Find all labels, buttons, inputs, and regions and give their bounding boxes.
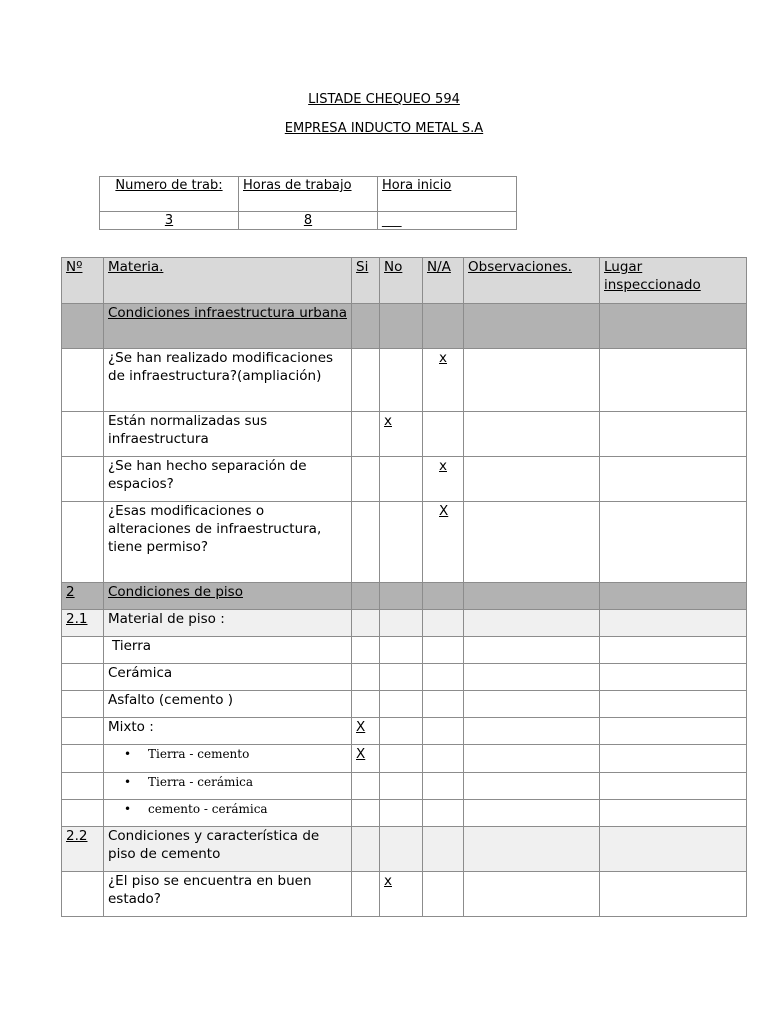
section-row [62, 583, 747, 610]
col-header-na: N/A [423, 258, 464, 304]
start-time-label: Hora inicio [378, 177, 517, 212]
col-header-num: Nº [62, 258, 104, 304]
subsection-row [62, 827, 747, 872]
table-row [62, 412, 747, 457]
checklist-table [61, 257, 747, 917]
question-text: Están normalizadas sus infraestructura [104, 412, 352, 457]
subsection-title: Material de piso : [104, 610, 352, 637]
table-row [62, 502, 747, 583]
mixed-option: • Tierra - cemento [104, 745, 352, 773]
si-mark: X [352, 745, 380, 773]
floor-option: Cerámica [104, 664, 352, 691]
question-text: ¿Esas modificaciones o alteraciones de infraestructura, tiene permiso? [104, 502, 352, 583]
section-title: Condiciones infraestructura urbana [104, 304, 352, 349]
question-text: ¿El piso se encuentra en buen estado? [104, 872, 352, 917]
subsection-row [62, 610, 747, 637]
col-header-lugar: Lugar inspeccionado [600, 258, 747, 304]
col-header-si: Si [352, 258, 380, 304]
header-row [62, 258, 747, 304]
subsection-number: 2.1 [62, 610, 104, 637]
mixto-label: Mixto : [104, 718, 352, 745]
na-mark: x [423, 457, 464, 502]
table-row [62, 457, 747, 502]
company-name: EMPRESA INDUCTO METAL S.A [284, 121, 484, 136]
work-info-table [99, 176, 517, 230]
table-row [62, 349, 747, 412]
si-mark: X [352, 718, 380, 745]
table-row [62, 718, 747, 745]
subsection-number: 2.2 [62, 827, 104, 872]
table-row [62, 872, 747, 917]
workers-value: 3 [100, 212, 239, 230]
table-row [62, 800, 747, 827]
mixed-option: • cemento - cerámica [104, 800, 352, 827]
na-mark: X [423, 502, 464, 583]
table-row [62, 664, 747, 691]
section-number: 2 [62, 583, 104, 610]
floor-option: Asfalto (cemento ) [104, 691, 352, 718]
work-hours-value: 8 [239, 212, 378, 230]
table-row [62, 745, 747, 773]
col-header-observaciones: Observaciones. [464, 258, 600, 304]
subsection-title: Condiciones y característica de piso de cemento [104, 827, 352, 872]
no-mark: x [380, 872, 423, 917]
section-title: Condiciones de piso [104, 583, 352, 610]
no-mark: x [380, 412, 423, 457]
work-hours-label: Horas de trabajo [239, 177, 378, 212]
document-title: LISTADE CHEQUEO 594 [308, 92, 460, 107]
table-row [62, 773, 747, 800]
table-row [62, 637, 747, 664]
col-header-materia: Materia. [104, 258, 352, 304]
col-header-no: No [380, 258, 423, 304]
mixed-option: • Tierra - cerámica [104, 773, 352, 800]
na-mark: x [423, 349, 464, 412]
table-row [62, 691, 747, 718]
workers-label: Numero de trab: [100, 177, 239, 212]
section-row [62, 304, 747, 349]
start-time-value: ___ [378, 212, 517, 230]
question-text: ¿Se han realizado modificaciones de infraestructura?(ampliación) [104, 349, 352, 412]
question-text: ¿Se han hecho separación de espacios? [104, 457, 352, 502]
floor-option: Tierra [104, 637, 352, 664]
